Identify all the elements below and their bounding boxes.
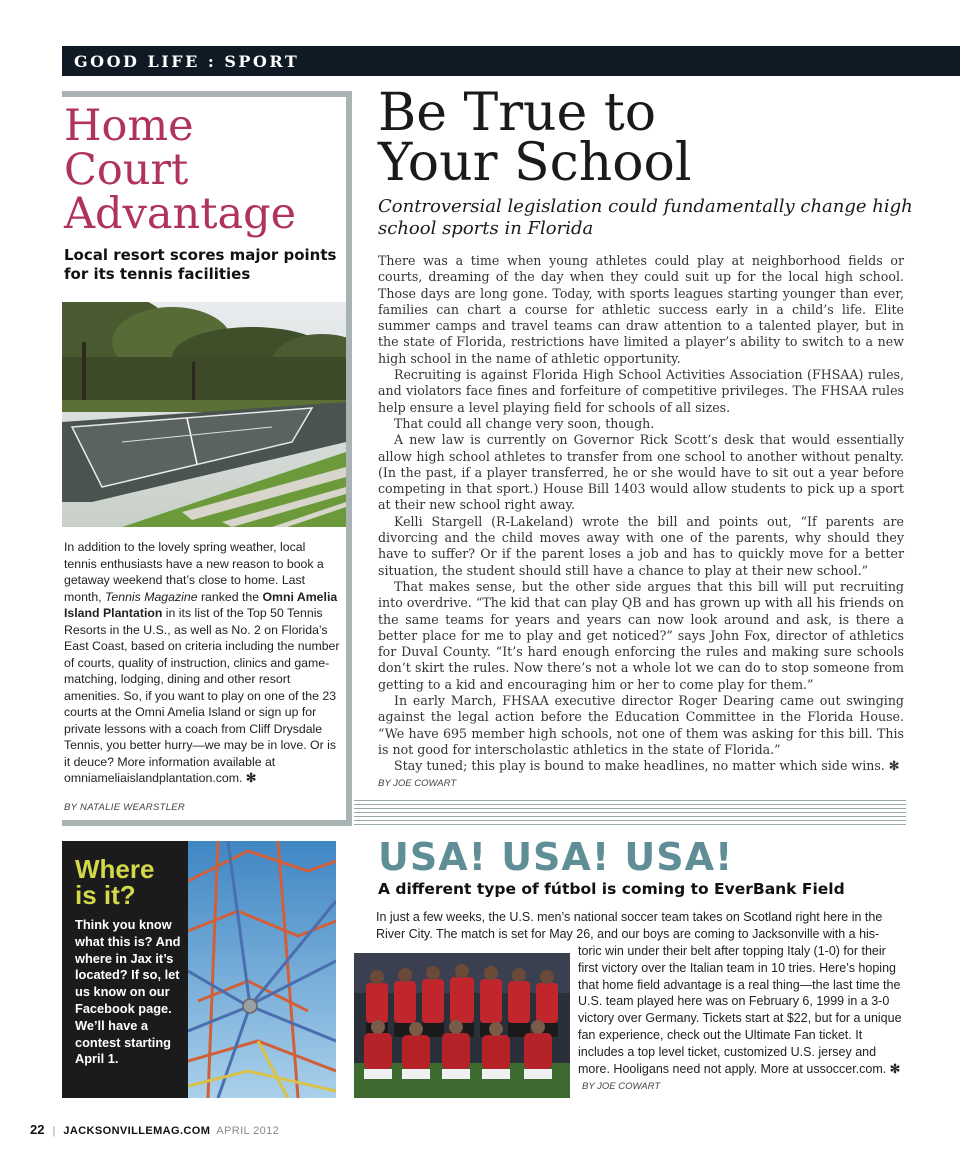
soccer-story-body-side (578, 943, 908, 1096)
title-line: Your School (378, 133, 692, 193)
issue-date: APRIL 2012 (216, 1125, 280, 1137)
left-story-byline: BY NATALIE WEARSTLER (64, 802, 186, 813)
page-footer: 22 | JACKSONVILLEMAG.COM APRIL 2012 (30, 1122, 280, 1137)
main-story-title (378, 83, 938, 193)
paragraph: That could all change very soon, though. (394, 415, 655, 431)
left-story-subtitle: Local resort scores major points for its tennis facilities (64, 246, 337, 283)
soccer-story-title: USA! USA! USA! (378, 835, 734, 879)
end-mark-icon: ✻ (888, 758, 900, 774)
end-mark-icon: ✻ (889, 1061, 901, 1076)
title-line: is it? (75, 880, 136, 910)
left-story-title (64, 101, 344, 239)
tennis-court-photo (62, 302, 346, 527)
soccer-story-subtitle: A different type of fútbol is coming to EverBank Field (378, 880, 845, 898)
main-story-byline: BY JOE COWART (378, 778, 457, 789)
body-text: In addition to the lovely spring weather, local tennis enthusiasts have a new reason to book a getaway weekend that’s close to home. Last month, (64, 540, 324, 604)
paragraph: Kelli Stargell (R-Lakeland) wrote the bill and points out, “If parents are divorcing and the child moves away with one of the parents, why should they have to suffer? Or if the parent loses a job and has to quickly move for a better situation, the student should still have a chance to play at their new school.” (378, 513, 904, 578)
title-line: Be True to (378, 83, 657, 143)
title-line: Court (64, 145, 189, 195)
title-line: Where (75, 854, 155, 884)
paragraph: A new law is currently on Governor Rick Scott’s desk that would essentially allow high school athletes to transfer from one school to another without penalty. (In the past, if a player transferred, he or she would have to sit out a year before competing in that sport.) House Bill 1403 would allow students to pick up a sport at their new school right away. (378, 432, 904, 513)
section-header-bar (62, 46, 960, 76)
soccer-story-byline: BY JOE COWART (582, 1081, 661, 1093)
end-mark-icon: ✻ (245, 771, 257, 785)
title-line: Advantage (64, 189, 297, 239)
where-is-it-title (75, 856, 185, 908)
body-text: ranked the (197, 589, 263, 604)
where-is-it-body: Think you know what this is? And where in Jax it’s located? If so, let us know on our Facebook page. We’ll have a contest starting April 1. (75, 917, 181, 1067)
paragraph: That makes sense, but the other side argues that this bill will put recruiting into overdrive. “The kid that can play QB and has grown up with all his friends on the same teams for years and years can now look around and ask, is there a better place for me to play and get noticed?” says John Fox, director of athletics for Duval County. “It’s hard enough enforcing the rules and making sure schools don’t skirt the rules. Now there’s not a whole lot we can do to stop someone from getting to a kid and encouraging him or her to come play for them.” (378, 578, 904, 692)
magazine-url: JACKSONVILLEMAG.COM (63, 1125, 211, 1137)
resort-name: Omni Amelia Island Plantation (64, 589, 338, 620)
left-story-body (64, 539, 340, 787)
main-story-body (378, 253, 904, 775)
soccer-story-body-top: In just a few weeks, the U.S. men’s national soccer team takes on Scotland right here in the River City. The match is set for May 26, and our boys are coming to Jacksonville with a his- (376, 910, 883, 941)
page-number: 22 (30, 1122, 45, 1137)
title-line: Home (64, 101, 194, 151)
magazine-name: Tennis Magazine (105, 589, 198, 604)
paragraph: There was a time when young athletes could play at neighborhood fields or courts, dreaming of the day when they could suit up for the local high school. Those days are long gone. Today, with sports leagues starting younger than ever, families can chart a course for athletic success early in a child’s life. Elite summer camps and travel teams can draw attention to a talented player, but in the state of Florida, restrictions have limited a player’s ability to switch to a new high school in the name of athletic opportunity. (378, 253, 904, 366)
jungle-gym-photo (188, 841, 336, 1098)
body-text: toric win under their belt after topping Italy (1-0) for their first victory over the Italian team in 10 tries. Here’s hoping that home field advantage is a real thing—the last time the U.S. team played here was on February 6, 1999 in a 3-0 victory over Germany. Tickets start at $22, but for a unique fan experience, check out the Ultimate Fan ticket. It includes a top level ticket, customized U.S. jersey and more. Hooligans need not apply. More at ussoccer.com. (578, 944, 902, 1076)
paragraph: In early March, FHSAA executive director Roger Dearing came out swinging against the legal action before the Education Committee in the Florida House. “We have 695 member high schools, not one of them was asking for this bill. This is not good for interscholastic athletics in the state of Florida.” (378, 693, 904, 757)
paragraph-text: Stay tuned; this play is bound to make headlines, no matter which side wins. (394, 758, 885, 774)
main-story-deck: Controversial legislation could fundamentally change high school sports in Florida (378, 196, 913, 239)
paragraph-last (378, 758, 904, 774)
paragraph: Recruiting is against Florida High School Activities Association (FHSAA) rules, and violators face fines and forfeiture of competitive privileges. The FHSAA rules help ensure a level playing field for schools of all sizes. (378, 367, 904, 415)
body-text: in its list of the Top 50 Tennis Resorts in the U.S., as well as No. 2 on Florida’s East Coast, based on criteria including the number of courts, quality of instruction, clinics and game-matching, lodging, dining and other resort amenities. So, if you want to play on one of the 23 courts at the Omni Amelia Island or sign up for private lessons with a coach from Cliff Drysdale Tennis, you better hurry—we may be in love. Or is it deuce? More information available at omniameliaislandplantation.com. (64, 606, 340, 785)
section-label: GOOD LIFE : SPORT (74, 52, 300, 71)
section-divider-rules (354, 800, 906, 830)
team-photo (354, 953, 570, 1098)
